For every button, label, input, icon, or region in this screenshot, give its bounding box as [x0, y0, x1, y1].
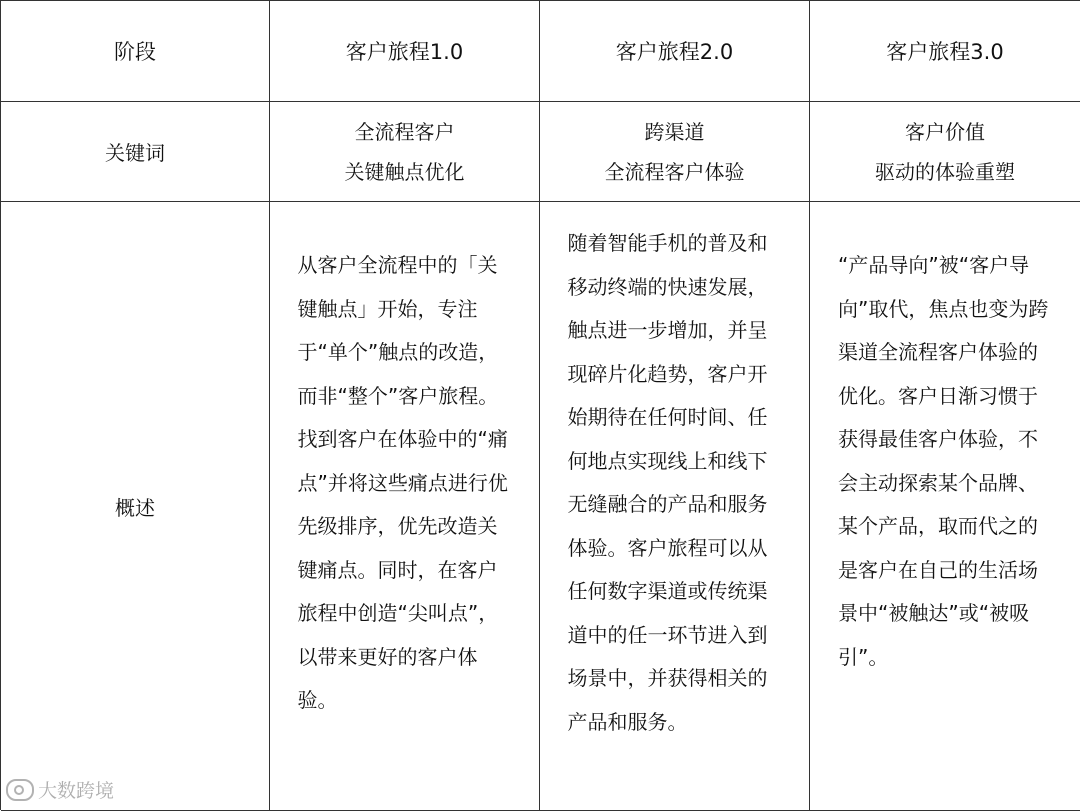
keyword-line: 跨渠道: [644, 119, 705, 144]
bubble-logo-icon: [6, 779, 34, 801]
keyword-line: 关键触点优化: [344, 159, 465, 184]
overview-text: “产品导向”被“客户导向”取代，焦点也变为跨渠道全流程客户体验的优化。客户日渐习惯于获得最佳客户体验，不会主动探索某个品牌、某个产品，取而代之的是客户在自己的生活场景中“被触达”或“被吸引”。: [838, 253, 1049, 669]
keywords-journey-3: [810, 102, 1080, 202]
watermark-text: 大数跨境: [38, 780, 115, 802]
overview-journey-3: [810, 202, 1080, 811]
keyword-line: 客户价值: [905, 119, 985, 144]
keywords-journey-1: [270, 102, 540, 202]
overview-text: 从客户全流程中的「关键触点」开始，专注于“单个”触点的改造，而非“整个”客户旅程。找到客户在体验中的“痛点”并将这些痛点进行优先级排序，优先改造关键痛点。同时，在客户旅程中创造“尖叫点”，以带来更好的客户体验。: [297, 253, 508, 712]
header-journey-3: 客户旅程3.0: [810, 1, 1080, 102]
overview-text: 随着智能手机的普及和移动终端的快速发展，触点进一步增加，并呈现碎片化趋势，客户开始期待在任何时间、任何地点实现线上和线下无缝融合的产品和服务体验。客户旅程可以从任何数字渠道或传统渠道中的任一环节进入到场景中，并获得相关的产品和服务。: [567, 231, 768, 734]
keywords-journey-2: [540, 102, 810, 202]
keyword-line: 全流程客户体验: [604, 159, 745, 184]
header-stage: 阶段: [1, 1, 270, 102]
overview-label: 概述: [1, 202, 270, 811]
header-journey-1: 客户旅程1.0: [270, 1, 540, 102]
keyword-line: 驱动的体验重塑: [875, 159, 1015, 184]
keyword-line: 全流程客户: [354, 119, 455, 144]
watermark: [6, 776, 114, 803]
header-journey-2: 客户旅程2.0: [540, 1, 810, 102]
overview-journey-1: [270, 202, 540, 811]
keywords-label: 关键词: [1, 102, 270, 202]
overview-journey-2: [540, 202, 810, 811]
